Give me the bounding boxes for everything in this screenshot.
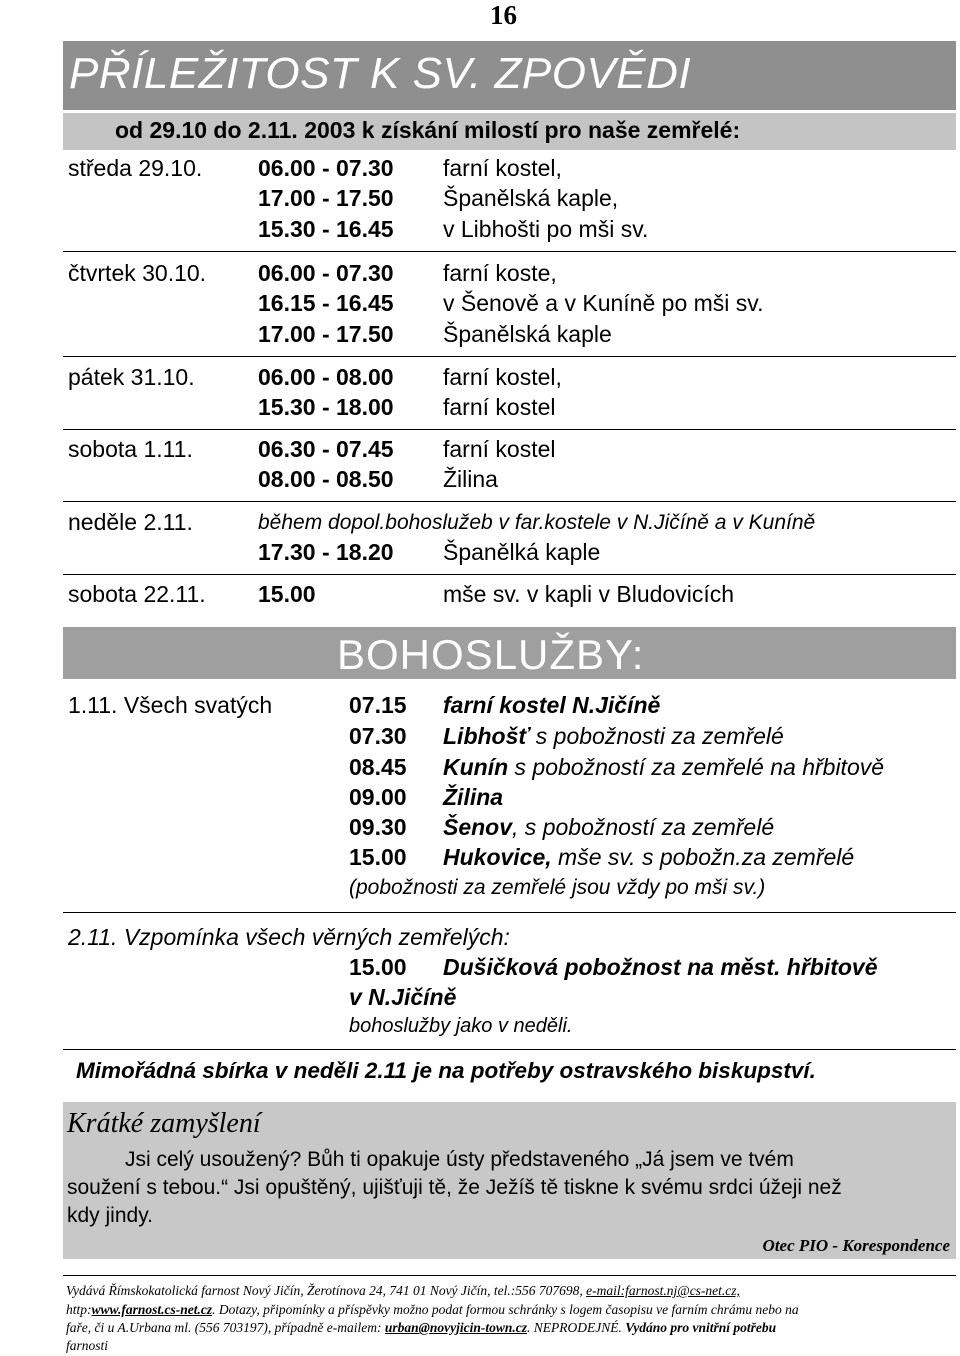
schedule-time: 06.00 - 07.30 (258, 260, 394, 286)
reflection-box (63, 1102, 956, 1259)
schedule-time: 17.00 - 17.50 (258, 321, 394, 347)
service-row (443, 846, 854, 869)
footer-text: . NEPRODEJNÉ. (526, 1320, 626, 1335)
schedule-time: 06.00 - 07.30 (258, 155, 394, 181)
footer-text: http: (66, 1302, 92, 1317)
schedule-place: mše sv. v kapli v Bludovicích (443, 581, 735, 607)
schedule-place: farní kostel, (443, 364, 562, 390)
footer-text: faře, či u A.Urbana ml. (556 703197), případně e-mailem: (66, 1320, 385, 1335)
schedule-place: farní kostel, (443, 155, 562, 181)
divider (63, 356, 956, 357)
schedule-day: pátek 31.10. (68, 364, 195, 390)
divider (63, 574, 956, 575)
service-time: 09.30 (349, 814, 407, 840)
service-time: 15.00 (349, 954, 407, 980)
reflection-text: Jsi celý usoužený? Bůh ti opakuje ústy představeného „Já jsem ve tvém (125, 1148, 794, 1171)
service-time: 07.30 (349, 723, 407, 749)
service-row (443, 725, 784, 748)
divider (63, 251, 956, 252)
service-place: Šenov (443, 814, 513, 840)
schedule-day: středa 29.10. (68, 155, 203, 181)
all-souls-label: 2.11. Vzpomínka všech věrných zemřelých: (68, 924, 510, 950)
schedule-day: sobota 22.11. (68, 581, 206, 607)
services-banner (63, 627, 956, 679)
footer-email-link[interactable]: e-mail:farnost.nj@cs-net.cz, (586, 1283, 740, 1298)
services-heading: BOHOSLUŽBY: (337, 631, 645, 678)
divider (63, 501, 956, 502)
reflection-text: kdy jindy. (67, 1204, 153, 1227)
schedule-place: Španělká kaple (443, 539, 601, 565)
footer-text: farnosti (66, 1338, 109, 1353)
service-text: v N.Jičíně (349, 984, 457, 1010)
divider (63, 1049, 956, 1050)
service-note: , s pobožností za zemřelé (512, 814, 775, 840)
service-place: Kunín (443, 754, 509, 780)
footer-text: Vydáno pro vnitřní potřebu (625, 1320, 777, 1335)
footer-text: . Dotazy, připomínky a příspěvky možno podat formou schránky s logem časopisu ve farním chrámu nebo na (212, 1302, 799, 1317)
service-place: Libhošť (443, 723, 530, 749)
reflection-text: soužení s tebou.“ Jsi opuštěný, ujišťuji tě, že Ježíš tě tiskne k svému srdci úžeji než (67, 1176, 842, 1199)
service-note: s pobožnosti za zemřelé (529, 723, 784, 749)
schedule-time: 17.30 - 18.20 (258, 539, 394, 565)
schedule-day: čtvrtek 30.10. (68, 260, 207, 286)
schedule-place: Španělská kaple (443, 321, 612, 347)
reflection-signature: Otec PIO - Korespondence (762, 1236, 950, 1255)
footer-text: Vydává Římskokatolická farnost Nový Jičín, Žerotínova 24, 741 01 Nový Jičín, tel.:556 707698, (66, 1283, 587, 1298)
schedule-place: farní koste, (443, 260, 557, 286)
schedule-place: Španělská kaple, (443, 185, 619, 211)
schedule-day: sobota 1.11. (68, 436, 193, 462)
service-note: mše sv. s pobožn.za zemřelé (551, 844, 855, 870)
service-place: Žilina (443, 784, 504, 810)
divider (63, 429, 956, 430)
all-saints-label: 1.11. Všech svatých (68, 692, 273, 718)
title-banner (63, 41, 956, 110)
service-note: s pobožností za zemřelé na hřbitově (508, 754, 885, 780)
service-footnote: (pobožnosti za zemřelé jsou vždy po mši sv.) (349, 876, 766, 899)
schedule-time: 15.00 (258, 581, 316, 607)
schedule-time: 16.15 - 16.45 (258, 290, 394, 316)
schedule-place: Žilina (443, 466, 498, 492)
subtitle: od 29.10 do 2.11. 2003 k získání milostí pro naše zemřelé: (115, 117, 741, 143)
service-time: 08.45 (349, 754, 407, 780)
footer-email-link[interactable]: urban@novyjicin-town.cz (384, 1320, 527, 1335)
schedule-day: neděle 2.11. (68, 509, 193, 535)
reflection-title: Krátké zamyšlení (67, 1108, 261, 1139)
service-place: Hukovice, (443, 844, 552, 870)
schedule-time: 15.30 - 18.00 (258, 394, 394, 420)
service-place: farní kostel N.Jičíně (443, 692, 661, 718)
service-time: 15.00 (349, 844, 407, 870)
service-row (443, 756, 884, 779)
schedule-place: v Libhošti po mši sv. (443, 216, 649, 242)
footer-divider (63, 1275, 956, 1276)
schedule-time: 06.00 - 08.00 (258, 364, 394, 390)
service-time: 09.00 (349, 784, 407, 810)
footer-web-link[interactable]: www.farnost.cs-net.cz (91, 1302, 213, 1317)
schedule-place: v Šenově a v Kuníně po mši sv. (443, 290, 764, 316)
divider (63, 912, 956, 913)
schedule-time: 15.30 - 16.45 (258, 216, 394, 242)
schedule-time: 06.30 - 07.45 (258, 436, 394, 462)
service-row (443, 816, 774, 839)
service-text: Dušičková pobožnost na měst. hřbitově (443, 954, 878, 980)
page-title: PŘÍLEŽITOST K SV. ZPOVĚDI (69, 49, 692, 98)
schedule-place: během dopol.bohoslužeb v far.kostele v N.Jičíně a v Kuníně (258, 511, 816, 534)
collection-notice: Mimořádná sbírka v neděli 2.11 je na potřeby ostravského biskupství. (76, 1058, 816, 1083)
schedule-place: farní kostel (443, 394, 556, 420)
page-number: 16 (490, 0, 517, 30)
schedule-time: 17.00 - 17.50 (258, 185, 394, 211)
service-time: 07.15 (349, 692, 407, 718)
subtitle-banner (63, 113, 956, 150)
service-note: bohoslužby jako v neděli. (349, 1015, 573, 1037)
schedule-place: farní kostel (443, 436, 556, 462)
schedule-time: 08.00 - 08.50 (258, 466, 394, 492)
